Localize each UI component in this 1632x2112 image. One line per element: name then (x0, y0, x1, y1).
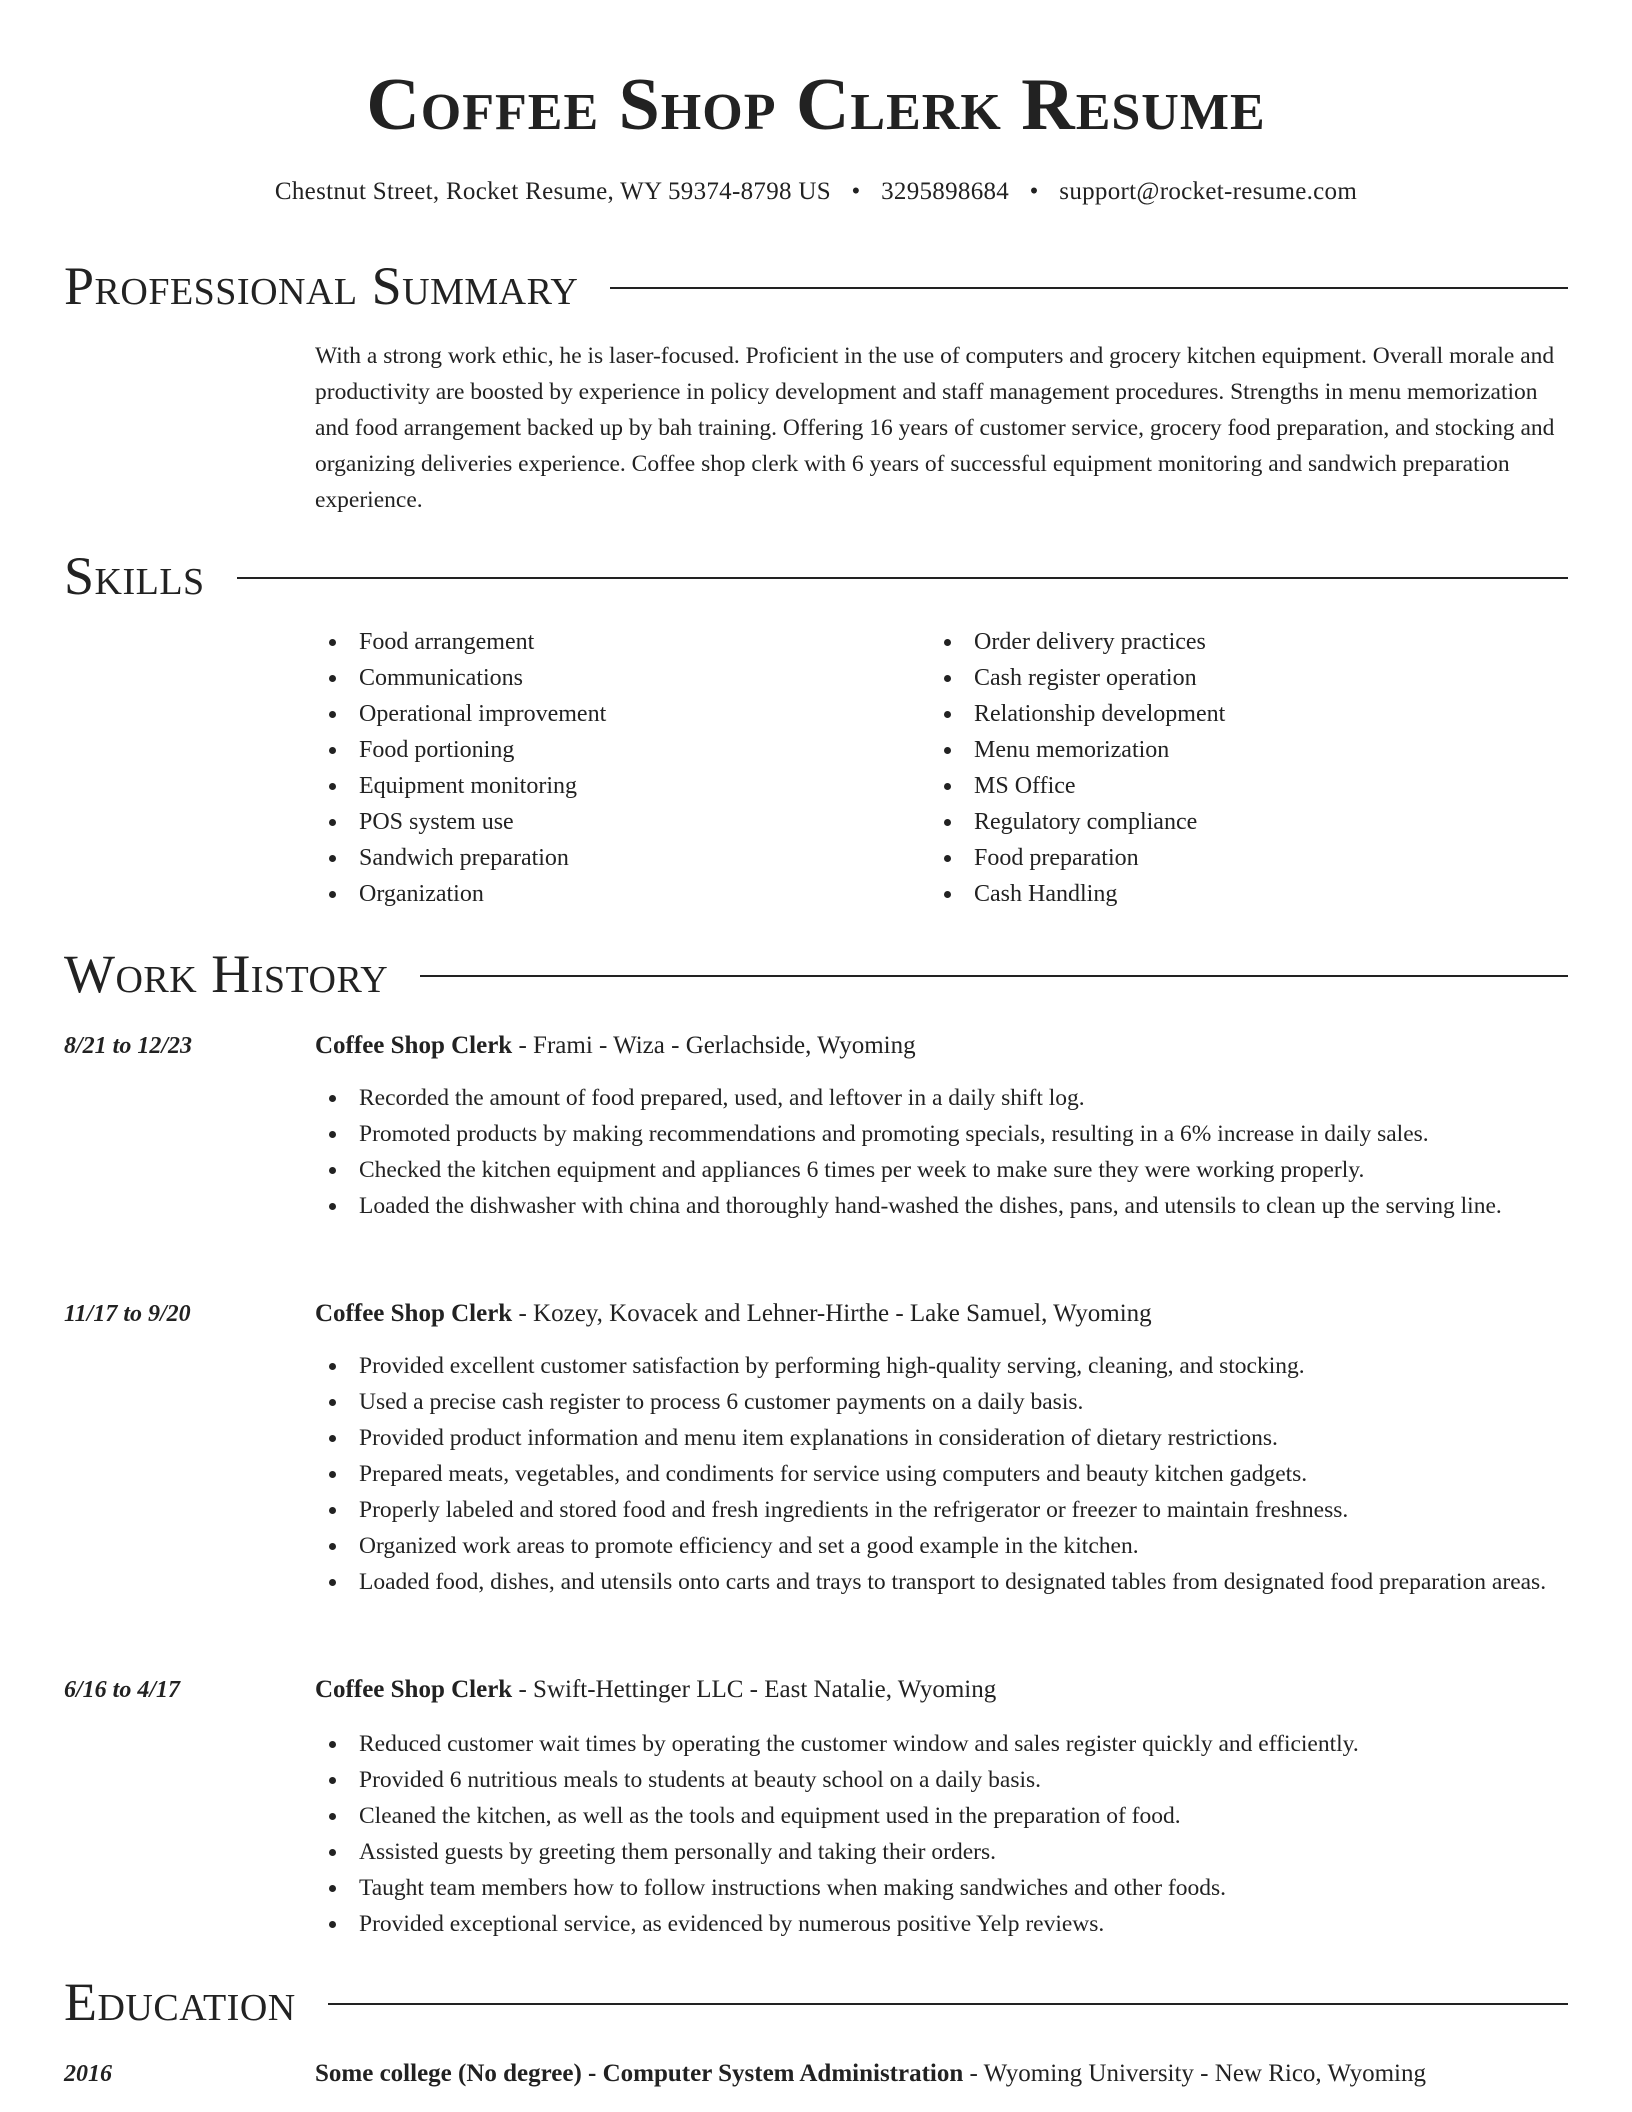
job-bullet: Organized work areas to promote efficiency and set a good example in the kitchen. (315, 1528, 1575, 1564)
skill-item: Communications (315, 660, 606, 696)
job-bullets (315, 1348, 1575, 1600)
job-bullet: Assisted guests by greeting them personally and taking their orders. (315, 1834, 1575, 1870)
job-heading (315, 1296, 1575, 1332)
summary-section-header (64, 254, 1568, 318)
job-bullet: Loaded the dishwasher with china and thoroughly hand-washed the dishes, pans, and utensils to clean up the serving line. (315, 1188, 1575, 1224)
job-title: Coffee Shop Clerk (315, 1300, 513, 1327)
skill-item: Regulatory compliance (930, 804, 1225, 840)
job-bullets (315, 1726, 1575, 1942)
skill-item: MS Office (930, 768, 1225, 804)
skill-item: POS system use (315, 804, 606, 840)
work-section-header (64, 942, 1568, 1006)
job-bullet: Recorded the amount of food prepared, used, and leftover in a daily shift log. (315, 1080, 1575, 1116)
job-bullets (315, 1080, 1575, 1224)
job-bullet: Provided 6 nutritious meals to students at beauty school on a daily basis. (315, 1762, 1575, 1798)
job-title: Coffee Shop Clerk (315, 1032, 513, 1059)
education-section-header (64, 1970, 1568, 2034)
job-bullet: Cleaned the kitchen, as well as the tools and equipment used in the preparation of food. (315, 1798, 1575, 1834)
skill-item: Cash register operation (930, 660, 1225, 696)
job-bullet: Promoted products by making recommendations and promoting specials, resulting in a 6% increase in daily sales. (315, 1116, 1575, 1152)
skill-item: Order delivery practices (930, 624, 1225, 660)
job-dates: 6/16 to 4/17 (64, 1677, 181, 1703)
education-year: 2016 (64, 2061, 112, 2087)
job-bullet: Used a precise cash register to process 6 customer payments on a daily basis. (315, 1384, 1575, 1420)
job-dates: 8/21 to 12/23 (64, 1033, 193, 1059)
skills-list-left (315, 624, 606, 912)
contact-separator: • (1029, 178, 1039, 205)
skill-item: Organization (315, 876, 606, 912)
skill-item: Food portioning (315, 732, 606, 768)
skill-item: Food arrangement (315, 624, 606, 660)
job-employer: - Kozey, Kovacek and Lehner-Hirthe - Lake Samuel, Wyoming (512, 1300, 1152, 1327)
skills-heading: Skills (64, 546, 205, 606)
education-entry (315, 2056, 1575, 2092)
contact-email: support@rocket-resume.com (1059, 178, 1358, 205)
job-bullet: Prepared meats, vegetables, and condiments for service using computers and beauty kitchen gadgets. (315, 1456, 1575, 1492)
job-bullet: Provided product information and menu item explanations in consideration of dietary restrictions. (315, 1420, 1575, 1456)
work-heading: Work History (64, 944, 389, 1004)
section-divider (237, 577, 1568, 579)
section-divider (328, 2003, 1568, 2005)
skill-item: Operational improvement (315, 696, 606, 732)
job-heading (315, 1672, 1575, 1708)
summary-text: With a strong work ethic, he is laser-focused. Proficient in the use of computers and grocery kitchen equipment. Overall morale and productivity are boosted by experience in policy development and staff management procedures. Strengths in menu memorization and food arrangement backed up by bah training. Offering 16 years of customer service, grocery food preparation, and stocking and organizing deliveries experience. Coffee shop clerk with 6 years of successful equipment monitoring and sandwich preparation experience. (315, 343, 1555, 513)
skill-item: Menu memorization (930, 732, 1225, 768)
contact-separator: • (851, 178, 861, 205)
skills-list-right (930, 624, 1225, 912)
contact-address: Chestnut Street, Rocket Resume, WY 59374-8798 US (274, 178, 831, 205)
section-divider (420, 975, 1568, 977)
job-bullet: Provided exceptional service, as evidenced by numerous positive Yelp reviews. (315, 1906, 1575, 1942)
job-employer: - Swift-Hettinger LLC - East Natalie, Wyoming (512, 1676, 997, 1703)
education-heading: Education (64, 1972, 296, 2032)
job-heading (315, 1028, 1575, 1064)
job-bullet: Reduced customer wait times by operating the customer window and sales register quickly and efficiently. (315, 1726, 1575, 1762)
resume-title: Coffee Shop Clerk Resume (366, 64, 1266, 146)
skill-item: Sandwich preparation (315, 840, 606, 876)
skill-item: Cash Handling (930, 876, 1225, 912)
skill-item: Food preparation (930, 840, 1225, 876)
education-degree: Some college (No degree) - Computer System Administration (315, 2060, 964, 2087)
job-dates: 11/17 to 9/20 (64, 1301, 191, 1327)
job-employer: - Frami - Wiza - Gerlachside, Wyoming (512, 1032, 916, 1059)
contact-line (0, 174, 1632, 210)
education-school: - Wyoming University - New Rico, Wyoming (963, 2060, 1426, 2087)
job-bullet: Properly labeled and stored food and fresh ingredients in the refrigerator or freezer to maintain freshness. (315, 1492, 1575, 1528)
skill-item: Equipment monitoring (315, 768, 606, 804)
job-title: Coffee Shop Clerk (315, 1676, 513, 1703)
section-divider (610, 287, 1568, 289)
job-bullet: Taught team members how to follow instructions when making sandwiches and other foods. (315, 1870, 1575, 1906)
summary-heading: Professional Summary (64, 256, 579, 316)
contact-phone: 3295898684 (881, 178, 1010, 205)
job-bullet: Checked the kitchen equipment and appliances 6 times per week to make sure they were working properly. (315, 1152, 1575, 1188)
skill-item: Relationship development (930, 696, 1225, 732)
job-bullet: Loaded food, dishes, and utensils onto carts and trays to transport to designated tables from designated food preparation areas. (315, 1564, 1575, 1600)
skills-section-header (64, 544, 1568, 608)
job-bullet: Provided excellent customer satisfaction by performing high-quality serving, cleaning, and stocking. (315, 1348, 1575, 1384)
